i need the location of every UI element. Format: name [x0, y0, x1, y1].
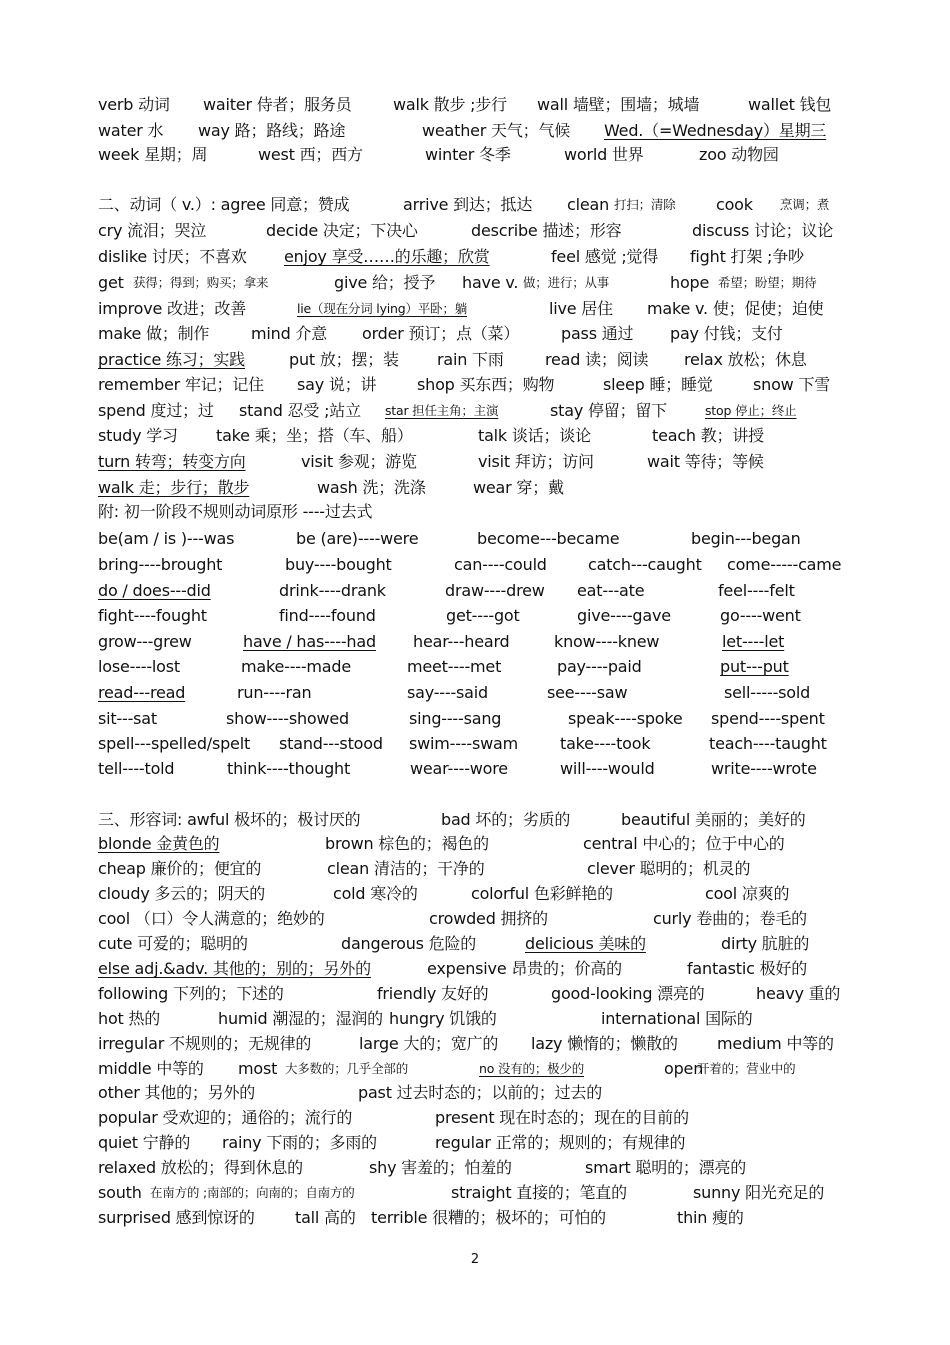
vocab-entry: relax 放松；休息: [684, 350, 807, 369]
vocab-entry: snow 下雪: [753, 375, 831, 394]
vocab-entry: give----gave: [577, 606, 671, 625]
vocab-entry: will----would: [560, 759, 655, 778]
text-line: [0, 245, 950, 269]
vocab-entry: run----ran: [237, 683, 312, 702]
vocab-entry: popular 受欢迎的；通俗的；流行的: [98, 1108, 353, 1127]
text-line: [0, 1131, 950, 1155]
vocab-entry: fight----fought: [98, 606, 207, 625]
vocab-entry: spend 度过；过: [98, 401, 214, 420]
vocab-entry: terrible 很糟的；极坏的；可怕的: [371, 1208, 606, 1227]
vocab-entry: most: [238, 1059, 278, 1078]
vocab-entry: have / has----had: [243, 632, 376, 651]
text-line: [0, 476, 950, 500]
vocab-entry: say 说；讲: [297, 375, 377, 394]
text-line: [0, 424, 950, 448]
vocab-entry: know----knew: [554, 632, 660, 651]
text-line: [0, 1007, 950, 1031]
vocab-entry: think----thought: [227, 759, 351, 778]
text-line: [0, 297, 950, 321]
vocab-entry: waiter 侍者；服务员: [203, 95, 352, 114]
vocab-entry: live 居住: [549, 299, 613, 318]
text-line: [0, 93, 950, 117]
vocab-entry: improve 改进；改善: [98, 299, 247, 318]
vocab-entry: rain 下雨: [437, 350, 504, 369]
text-line: [0, 348, 950, 372]
vocab-entry: humid 潮湿的；湿润的: [218, 1009, 383, 1028]
text-line: [0, 553, 950, 577]
vocab-entry: tall 高的: [295, 1208, 356, 1227]
vocab-entry: middle 中等的: [98, 1059, 204, 1078]
text-line: [0, 143, 950, 167]
vocab-entry: cry 流泪；哭泣: [98, 221, 207, 240]
vocab-entry: relaxed 放松的；得到休息的: [98, 1158, 303, 1177]
text-line: [0, 932, 950, 956]
vocab-entry: zoo 动物园: [699, 145, 779, 164]
vocab-entry: no 没有的；极少的: [479, 1061, 585, 1076]
text-line: [0, 1181, 950, 1205]
vocab-entry: smart 聪明的；漂亮的: [585, 1158, 747, 1177]
text-line: [0, 373, 950, 397]
text-line: [0, 1206, 950, 1230]
vocab-entry: 二、动词（ v.）: agree 同意；赞成: [98, 195, 350, 214]
text-line: [0, 322, 950, 346]
vocab-entry: read---read: [98, 683, 186, 702]
vocab-entry: lazy 懒惰的；懒散的: [531, 1034, 678, 1053]
vocab-entry: describe 描述；形容: [471, 221, 622, 240]
vocab-entry: make----made: [241, 657, 352, 676]
vocab-entry: 获得；得到；购买；拿来: [133, 275, 269, 290]
text-line: [0, 757, 950, 781]
vocab-entry: clean 清洁的；干净的: [327, 859, 485, 878]
vocab-entry: friendly 友好的: [377, 984, 489, 1003]
vocab-entry: teach----taught: [709, 734, 827, 753]
vocab-entry: grow---grew: [98, 632, 192, 651]
vocab-entry: wait 等待；等候: [647, 452, 764, 471]
vocab-entry: decide 决定；下决心: [266, 221, 418, 240]
vocab-entry: say----said: [407, 683, 488, 702]
vocab-entry: curly 卷曲的；卷毛的: [653, 909, 807, 928]
vocab-entry: make 做；制作: [98, 324, 210, 343]
vocab-entry: arrive 到达；抵达: [403, 195, 533, 214]
vocab-entry: clean: [567, 195, 610, 214]
vocab-entry: large 大的；宽广的: [359, 1034, 499, 1053]
vocab-entry: get----got: [446, 606, 520, 625]
vocab-entry: order 预订；点（菜）: [362, 324, 520, 343]
vocab-entry: hungry 饥饿的: [389, 1009, 497, 1028]
vocab-entry: wall 墙壁；围墙；城墙: [537, 95, 700, 114]
text-line: [0, 271, 950, 295]
vocab-entry: stay 停留；留下: [550, 401, 667, 420]
vocab-entry: cool 凉爽的: [705, 884, 790, 903]
vocab-entry: 大多数的；几乎全部的: [285, 1061, 409, 1076]
vocab-entry: feel 感觉 ;觉得: [551, 247, 659, 266]
vocab-entry: cold 寒冷的: [333, 884, 418, 903]
vocab-entry: spend----spent: [711, 709, 825, 728]
text-line: [0, 630, 950, 654]
vocab-entry: irregular 不规则的；无规律的: [98, 1034, 312, 1053]
vocab-entry: visit 参观；游览: [301, 452, 417, 471]
text-line: [0, 1156, 950, 1180]
text-line: [0, 907, 950, 931]
text-line: [0, 119, 950, 143]
vocab-entry: central 中心的；位于中心的: [583, 834, 785, 853]
vocab-entry: surprised 感到惊讶的: [98, 1208, 255, 1227]
vocab-entry: sleep 睡；睡觉: [603, 375, 713, 394]
text-line: [0, 808, 950, 832]
vocab-entry: week 星期；周: [98, 145, 208, 164]
vocab-entry: delicious 美味的: [525, 934, 646, 953]
vocab-entry: pass 通过: [561, 324, 634, 343]
vocab-entry: heavy 重的: [756, 984, 841, 1003]
vocab-entry: past 过去时态的；以前的；过去的: [358, 1083, 603, 1102]
vocab-entry: cloudy 多云的；阴天的: [98, 884, 266, 903]
vocab-entry: 希望；盼望；期待: [718, 275, 817, 290]
vocab-entry: lose----lost: [98, 657, 180, 676]
text-line: [0, 579, 950, 603]
vocab-entry: can----could: [454, 555, 547, 574]
vocab-entry: dislike 讨厌；不喜欢: [98, 247, 247, 266]
vocab-entry: begin---began: [691, 529, 801, 548]
vocab-entry: thin 瘦的: [677, 1208, 744, 1227]
vocab-entry: star 担任主角；主演: [385, 403, 499, 418]
vocab-entry: else adj.&adv. 其他的；别的；另外的: [98, 959, 371, 978]
vocab-entry: cute 可爱的；聪明的: [98, 934, 248, 953]
text-line: [0, 655, 950, 679]
text-line: [0, 732, 950, 756]
vocab-entry: expensive 昂贵的；价高的: [427, 959, 622, 978]
vocab-entry: 在南方的 ;南部的；向南的；自南方的: [150, 1185, 355, 1200]
vocab-entry: give 给；授予: [334, 273, 436, 292]
vocab-entry: brown 棕色的；褐色的: [325, 834, 489, 853]
vocab-entry: shop 买东西；购物: [417, 375, 555, 394]
vocab-entry: come-----came: [727, 555, 842, 574]
vocab-entry: fight 打架 ;争吵: [690, 247, 804, 266]
text-line: [0, 219, 950, 243]
vocab-entry: show----showed: [226, 709, 349, 728]
vocab-entry: cook: [716, 195, 753, 214]
vocab-entry: mind 介意: [251, 324, 328, 343]
text-line: [0, 193, 950, 217]
vocab-entry: become---became: [477, 529, 620, 548]
vocab-entry: blonde 金黄色的: [98, 834, 220, 853]
vocab-entry: be(am / is )---was: [98, 529, 235, 548]
vocab-entry: be (are)----were: [296, 529, 419, 548]
vocab-entry: have v.: [462, 273, 519, 292]
vocab-entry: 打扫；清除: [614, 197, 676, 212]
vocab-entry: following 下列的；下述的: [98, 984, 284, 1003]
vocab-entry: pay----paid: [557, 657, 642, 676]
vocab-entry: wear----wore: [410, 759, 508, 778]
vocab-entry: study 学习: [98, 426, 178, 445]
vocab-entry: 做；进行；从事: [523, 275, 610, 290]
vocab-entry: read 读；阅读: [545, 350, 649, 369]
vocab-entry: sunny 阳光充足的: [693, 1183, 825, 1202]
vocab-entry: take 乘；坐；搭（车、船）: [216, 426, 413, 445]
vocab-entry: fantastic 极好的: [687, 959, 807, 978]
vocab-entry: stand---stood: [279, 734, 383, 753]
vocab-entry: Wed.（=Wednesday）星期三: [604, 121, 827, 140]
text-line: [0, 527, 950, 551]
vocab-entry: world 世界: [564, 145, 644, 164]
text-line: [0, 957, 950, 981]
vocab-entry: cheap 廉价的；便宜的: [98, 859, 262, 878]
vocab-entry: 烹调；煮: [780, 197, 830, 212]
vocab-entry: hear---heard: [413, 632, 510, 651]
vocab-entry: catch---caught: [588, 555, 702, 574]
vocab-entry: bring----brought: [98, 555, 223, 574]
text-line: [0, 1032, 950, 1056]
vocab-entry: way 路；路线；路途: [198, 121, 346, 140]
vocab-entry: talk 谈话；谈论: [478, 426, 591, 445]
vocab-entry: wallet 钱包: [748, 95, 832, 114]
vocab-entry: enjoy 享受……的乐趣；欣赏: [284, 247, 490, 266]
vocab-entry: make v. 使；促使；迫使: [647, 299, 824, 318]
text-line: [0, 500, 950, 524]
vocab-entry: spell---spelled/spelt: [98, 734, 251, 753]
vocab-entry: dangerous 危险的: [341, 934, 477, 953]
vocab-entry: meet----met: [407, 657, 502, 676]
vocab-entry: walk 散步 ;步行: [393, 95, 507, 114]
vocab-entry: stop 停止；终止: [705, 403, 797, 418]
vocab-entry: 开着的；营业中的: [697, 1061, 796, 1076]
vocab-entry: sit---sat: [98, 709, 157, 728]
vocab-entry: 附: 初一阶段不规则动词原形 ----过去式: [98, 502, 373, 521]
vocab-entry: stand 忍受 ;站立: [239, 401, 361, 420]
text-line: [0, 857, 950, 881]
vocab-entry: winter 冬季: [425, 145, 511, 164]
text-line: [0, 882, 950, 906]
vocab-entry: sell-----sold: [724, 683, 811, 702]
vocab-entry: hope: [670, 273, 710, 292]
vocab-entry: straight 直接的；笔直的: [451, 1183, 627, 1202]
vocab-entry: draw----drew: [445, 581, 545, 600]
text-line: [0, 1081, 950, 1105]
vocab-entry: dirty 肮脏的: [721, 934, 810, 953]
vocab-entry: open: [664, 1059, 704, 1078]
vocab-entry: get: [98, 273, 124, 292]
vocab-entry: eat---ate: [577, 581, 645, 600]
vocab-entry: other 其他的；另外的: [98, 1083, 256, 1102]
vocab-entry: turn 转弯；转变方向: [98, 452, 246, 471]
vocab-entry: present 现在时态的；现在的目前的: [435, 1108, 689, 1127]
vocab-entry: teach 教；讲授: [652, 426, 764, 445]
vocab-entry: pay 付钱；支付: [670, 324, 783, 343]
vocab-entry: water 水: [98, 121, 164, 140]
vocab-entry: practice 练习；实践: [98, 350, 245, 369]
vocab-entry: drink----drank: [279, 581, 386, 600]
vocab-entry: write----wrote: [711, 759, 817, 778]
vocab-entry: hot 热的: [98, 1009, 161, 1028]
text-line: [0, 1057, 950, 1081]
text-line: [0, 681, 950, 705]
vocab-entry: 三、形容词: awful 极坏的；极讨厌的: [98, 810, 361, 829]
vocab-entry: let----let: [722, 632, 785, 651]
vocab-entry: find----found: [279, 606, 376, 625]
text-line: [0, 982, 950, 1006]
vocab-entry: cool （口）令人满意的；绝妙的: [98, 909, 325, 928]
vocab-entry: wear 穿；戴: [473, 478, 564, 497]
vocab-entry: quiet 宁静的: [98, 1133, 191, 1152]
text-line: [0, 604, 950, 628]
page-number: 2: [470, 1252, 480, 1267]
vocab-entry: do / does---did: [98, 581, 211, 600]
text-line: [0, 1106, 950, 1130]
text-line: [0, 399, 950, 423]
vocab-entry: remember 牢记；记住: [98, 375, 264, 394]
vocab-entry: crowded 拥挤的: [429, 909, 548, 928]
vocab-entry: clever 聪明的；机灵的: [587, 859, 751, 878]
vocab-entry: regular 正常的；规则的；有规律的: [435, 1133, 686, 1152]
vocab-entry: shy 害羞的；怕羞的: [369, 1158, 512, 1177]
vocab-entry: rainy 下雨的；多雨的: [222, 1133, 377, 1152]
vocab-entry: south: [98, 1183, 142, 1202]
vocab-entry: good-looking 漂亮的: [551, 984, 705, 1003]
vocab-entry: bad 坏的；劣质的: [441, 810, 571, 829]
vocab-entry: feel----felt: [718, 581, 795, 600]
text-line: [0, 832, 950, 856]
text-line: [0, 707, 950, 731]
vocab-entry: weather 天气；气候: [422, 121, 571, 140]
vocab-entry: visit 拜访；访问: [478, 452, 594, 471]
vocab-entry: discuss 讨论；议论: [692, 221, 834, 240]
vocab-entry: speak----spoke: [568, 709, 683, 728]
vocab-entry: medium 中等的: [717, 1034, 834, 1053]
vocab-entry: colorful 色彩鲜艳的: [471, 884, 613, 903]
vocab-entry: sing----sang: [409, 709, 502, 728]
vocab-entry: see----saw: [547, 683, 628, 702]
vocab-entry: swim----swam: [409, 734, 518, 753]
text-line: [0, 450, 950, 474]
vocab-entry: take----took: [560, 734, 651, 753]
vocab-entry: put---put: [720, 657, 789, 676]
vocab-entry: tell----told: [98, 759, 175, 778]
vocab-entry: go----went: [720, 606, 801, 625]
vocab-entry: beautiful 美丽的；美好的: [621, 810, 806, 829]
vocab-entry: put 放；摆；装: [289, 350, 399, 369]
vocab-entry: west 西；西方: [258, 145, 363, 164]
vocab-entry: verb 动词: [98, 95, 170, 114]
vocab-entry: international 国际的: [601, 1009, 753, 1028]
vocab-entry: wash 洗；洗涤: [317, 478, 426, 497]
vocab-entry: lie（现在分词 lying）平卧；躺: [297, 301, 468, 316]
vocab-entry: walk 走；步行；散步: [98, 478, 250, 497]
vocab-entry: buy----bought: [285, 555, 392, 574]
